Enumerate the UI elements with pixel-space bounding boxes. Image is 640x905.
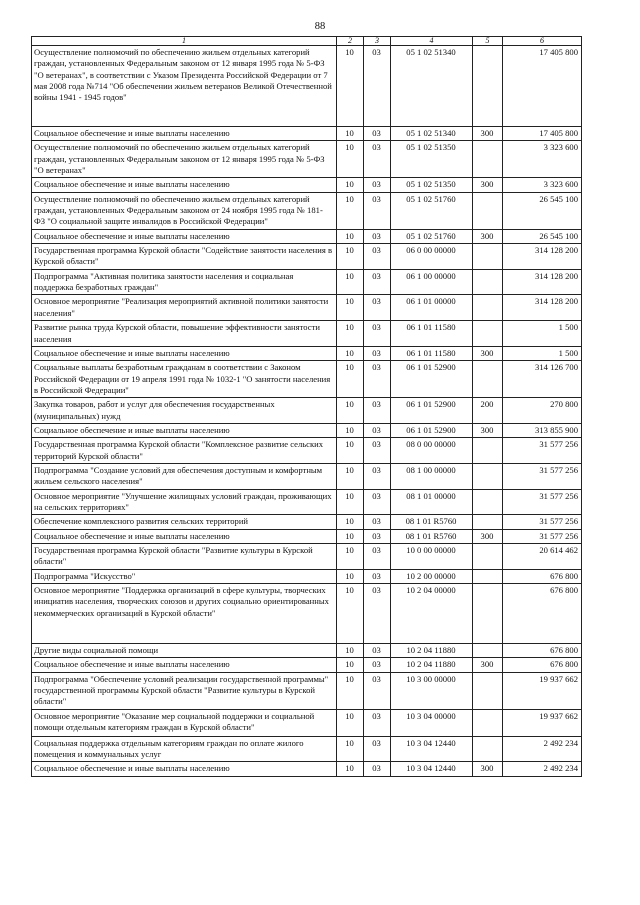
subsection-code-cell: 03 [364,709,391,736]
target-article-cell: 06 1 01 11580 [391,321,473,347]
table-row [32,269,582,295]
section-code-cell: 10 [337,192,364,229]
item-name-cell: Подпрограмма "Искусство" [32,569,337,583]
amount-cell: 314 128 200 [503,269,582,295]
table-row [32,398,582,424]
section-code-cell: 10 [337,569,364,583]
target-article-cell: 08 1 01 R5760 [391,515,473,529]
section-code-cell: 10 [337,529,364,543]
section-code-cell: 10 [337,736,364,762]
page-number: 88 [314,21,326,32]
expense-type-cell: 200 [473,398,503,424]
subsection-code-cell: 03 [364,544,391,570]
target-article-cell: 06 1 01 52900 [391,361,473,398]
item-name-cell: Подпрограмма "Обеспечение условий реализации государственной программы" государственной программы Курской области "Развитие культуры в Курской области" [32,672,337,709]
expense-type-cell [473,438,503,464]
section-code-cell: 10 [337,141,364,178]
expense-type-cell [473,192,503,229]
amount-cell: 676 800 [503,584,582,644]
subsection-code-cell: 03 [364,658,391,672]
section-code-cell: 10 [337,584,364,644]
item-name-cell: Социальное обеспечение и иные выплаты населению [32,423,337,437]
table-row [32,584,582,644]
table-row [32,658,582,672]
section-code-cell: 10 [337,269,364,295]
table-row [32,178,582,192]
table-row [32,644,582,658]
amount-cell: 313 855 900 [503,423,582,437]
table-row [32,229,582,243]
amount-cell: 676 800 [503,644,582,658]
section-code-cell: 10 [337,489,364,515]
amount-cell: 31 577 256 [503,438,582,464]
expense-type-cell [473,463,503,489]
section-code-cell: 10 [337,515,364,529]
section-code-cell: 10 [337,463,364,489]
item-name-cell: Осуществление полномочий по обеспечению жильем отдельных категорий граждан, установленных Федеральным законом от 12 января 1995 года № 5-ФЗ "О ветеранах", в соответствии с Указом Президента Российской Федерации от 7 мая 2008 года №714 "Об обеспечении жильем ветеранов Великой Отечественной войны 1941 - 1945 годов" [32,46,337,127]
item-name-cell: Осуществление полномочий по обеспечению жильем отдельных категорий граждан, установленных Федеральным законом от 12 января 1995 года № 5-ФЗ "О ветеранах" [32,141,337,178]
section-code-cell: 10 [337,762,364,776]
expense-type-cell: 300 [473,229,503,243]
amount-cell: 17 405 800 [503,127,582,141]
expense-type-cell [473,321,503,347]
subsection-code-cell: 03 [364,361,391,398]
amount-cell: 31 577 256 [503,489,582,515]
expense-type-cell [473,569,503,583]
subsection-code-cell: 03 [364,644,391,658]
amount-cell: 26 545 100 [503,192,582,229]
subsection-code-cell: 03 [364,584,391,644]
subsection-code-cell: 03 [364,438,391,464]
table-row [32,709,582,736]
target-article-cell: 10 3 04 12440 [391,736,473,762]
expense-type-cell [473,584,503,644]
table-body [32,46,582,777]
subsection-code-cell: 03 [364,529,391,543]
section-code-cell: 10 [337,423,364,437]
target-article-cell: 08 1 00 00000 [391,463,473,489]
section-code-cell: 10 [337,295,364,321]
expense-type-cell [473,141,503,178]
amount-cell: 3 323 600 [503,178,582,192]
target-article-cell: 05 1 02 51340 [391,46,473,127]
expense-type-cell [473,709,503,736]
table-row [32,46,582,127]
item-name-cell: Государственная программа Курской области "Комплексное развитие сельских территорий Курской области" [32,438,337,464]
section-code-cell: 10 [337,398,364,424]
column-header: 3 [364,37,391,46]
target-article-cell: 10 3 04 00000 [391,709,473,736]
target-article-cell: 08 1 01 00000 [391,489,473,515]
column-number-row [32,37,582,46]
item-name-cell: Основное мероприятие "Оказание мер социальной поддержки и социальной помощи отдельным категориям граждан в Курской области" [32,709,337,736]
target-article-cell: 05 1 02 51760 [391,229,473,243]
section-code-cell: 10 [337,244,364,270]
column-header: 2 [337,37,364,46]
target-article-cell: 06 0 00 00000 [391,244,473,270]
table-row [32,141,582,178]
subsection-code-cell: 03 [364,295,391,321]
amount-cell: 270 800 [503,398,582,424]
target-article-cell: 06 1 01 00000 [391,295,473,321]
target-article-cell: 06 1 00 00000 [391,269,473,295]
amount-cell: 17 405 800 [503,46,582,127]
expense-type-cell [473,736,503,762]
table-row [32,529,582,543]
item-name-cell: Развитие рынка труда Курской области, повышение эффективности занятости населения [32,321,337,347]
target-article-cell: 10 2 04 00000 [391,584,473,644]
target-article-cell: 10 2 04 11880 [391,644,473,658]
section-code-cell: 10 [337,178,364,192]
item-name-cell: Подпрограмма "Активная политика занятости населения и социальная поддержка безработных граждан" [32,269,337,295]
expense-type-cell [473,644,503,658]
target-article-cell: 10 3 04 12440 [391,762,473,776]
subsection-code-cell: 03 [364,46,391,127]
target-article-cell: 08 0 00 00000 [391,438,473,464]
section-code-cell: 10 [337,658,364,672]
expense-type-cell [473,244,503,270]
section-code-cell: 10 [337,438,364,464]
table-row [32,489,582,515]
section-code-cell: 10 [337,544,364,570]
item-name-cell: Основное мероприятие "Поддержка организаций в сфере культуры, творческих инициатив населения, творческих союзов и других социально ориентированных некоммерческих организаций в Курской области" [32,584,337,644]
expense-type-cell [473,672,503,709]
item-name-cell: Осуществление полномочий по обеспечению жильем отдельных категорий граждан, установленных Федеральным законом от 24 ноября 1995 года № 181-ФЗ "О социальной защите инвалидов в Российской Федерации" [32,192,337,229]
column-header: 1 [32,37,337,46]
amount-cell: 31 577 256 [503,529,582,543]
subsection-code-cell: 03 [364,515,391,529]
amount-cell: 2 492 234 [503,736,582,762]
amount-cell: 1 500 [503,321,582,347]
subsection-code-cell: 03 [364,762,391,776]
table-row [32,423,582,437]
item-name-cell: Другие виды социальной помощи [32,644,337,658]
table-row [32,672,582,709]
target-article-cell: 10 0 00 00000 [391,544,473,570]
subsection-code-cell: 03 [364,423,391,437]
subsection-code-cell: 03 [364,127,391,141]
item-name-cell: Государственная программа Курской области "Содействие занятости населения в Курской области" [32,244,337,270]
section-code-cell: 10 [337,709,364,736]
amount-cell: 1 500 [503,346,582,360]
column-header: 6 [503,37,582,46]
section-code-cell: 10 [337,321,364,347]
amount-cell: 31 577 256 [503,463,582,489]
target-article-cell: 10 3 00 00000 [391,672,473,709]
target-article-cell: 05 1 02 51760 [391,192,473,229]
section-code-cell: 10 [337,672,364,709]
subsection-code-cell: 03 [364,489,391,515]
subsection-code-cell: 03 [364,229,391,243]
subsection-code-cell: 03 [364,244,391,270]
subsection-code-cell: 03 [364,672,391,709]
subsection-code-cell: 03 [364,398,391,424]
amount-cell: 19 937 662 [503,709,582,736]
amount-cell: 314 128 200 [503,244,582,270]
expense-type-cell: 300 [473,178,503,192]
subsection-code-cell: 03 [364,192,391,229]
table-row [32,544,582,570]
target-article-cell: 06 1 01 11580 [391,346,473,360]
column-header: 4 [391,37,473,46]
section-code-cell: 10 [337,361,364,398]
target-article-cell: 05 1 02 51340 [391,127,473,141]
table-row [32,361,582,398]
table-row [32,569,582,583]
subsection-code-cell: 03 [364,463,391,489]
subsection-code-cell: 03 [364,269,391,295]
column-header: 5 [473,37,503,46]
amount-cell: 676 800 [503,658,582,672]
item-name-cell: Социальное обеспечение и иные выплаты населению [32,762,337,776]
amount-cell: 3 323 600 [503,141,582,178]
item-name-cell: Обеспечение комплексного развития сельских территорий [32,515,337,529]
target-article-cell: 05 1 02 51350 [391,141,473,178]
amount-cell: 2 492 234 [503,762,582,776]
target-article-cell: 05 1 02 51350 [391,178,473,192]
item-name-cell: Закупка товаров, работ и услуг для обеспечения государственных (муниципальных) нужд [32,398,337,424]
expense-type-cell: 300 [473,127,503,141]
amount-cell: 31 577 256 [503,515,582,529]
expense-type-cell [473,295,503,321]
expense-type-cell [473,269,503,295]
item-name-cell: Подпрограмма "Создание условий для обеспечения доступным и комфортным жильем сельского населения" [32,463,337,489]
table-row [32,346,582,360]
item-name-cell: Социальное обеспечение и иные выплаты населению [32,346,337,360]
subsection-code-cell: 03 [364,321,391,347]
expense-type-cell [473,46,503,127]
table-row [32,736,582,762]
section-code-cell: 10 [337,127,364,141]
table-row [32,463,582,489]
expense-type-cell: 300 [473,762,503,776]
item-name-cell: Социальные выплаты безработным гражданам в соответствии с Законом Российской Федерации от 19 апреля 1991 года № 1032-1 "О занятости населения в Российской Федерации" [32,361,337,398]
table-row [32,515,582,529]
table-row [32,244,582,270]
target-article-cell: 06 1 01 52900 [391,398,473,424]
amount-cell: 26 545 100 [503,229,582,243]
item-name-cell: Социальное обеспечение и иные выплаты населению [32,178,337,192]
budget-table [31,36,582,777]
section-code-cell: 10 [337,229,364,243]
amount-cell: 314 126 700 [503,361,582,398]
subsection-code-cell: 03 [364,736,391,762]
expense-type-cell [473,515,503,529]
subsection-code-cell: 03 [364,346,391,360]
expense-type-cell: 300 [473,346,503,360]
target-article-cell: 10 2 04 11880 [391,658,473,672]
item-name-cell: Основное мероприятие "Реализация мероприятий активной политики занятости населения" [32,295,337,321]
table-row [32,438,582,464]
amount-cell: 676 800 [503,569,582,583]
section-code-cell: 10 [337,644,364,658]
section-code-cell: 10 [337,346,364,360]
expense-type-cell [473,361,503,398]
expense-type-cell: 300 [473,423,503,437]
expense-type-cell [473,489,503,515]
expense-type-cell: 300 [473,658,503,672]
table-row [32,295,582,321]
table-row [32,321,582,347]
item-name-cell: Социальное обеспечение и иные выплаты населению [32,229,337,243]
table-row [32,762,582,776]
subsection-code-cell: 03 [364,178,391,192]
amount-cell: 314 128 200 [503,295,582,321]
table-row [32,127,582,141]
item-name-cell: Социальная поддержка отдельным категориям граждан по оплате жилого помещения и коммунальных услуг [32,736,337,762]
target-article-cell: 06 1 01 52900 [391,423,473,437]
item-name-cell: Основное мероприятие "Улучшение жилищных условий граждан, проживающих на сельских территориях" [32,489,337,515]
item-name-cell: Социальное обеспечение и иные выплаты населению [32,127,337,141]
target-article-cell: 08 1 01 R5760 [391,529,473,543]
amount-cell: 20 614 462 [503,544,582,570]
section-code-cell: 10 [337,46,364,127]
item-name-cell: Социальное обеспечение и иные выплаты населению [32,658,337,672]
item-name-cell: Государственная программа Курской области "Развитие культуры в Курской области" [32,544,337,570]
item-name-cell: Социальное обеспечение и иные выплаты населению [32,529,337,543]
amount-cell: 19 937 662 [503,672,582,709]
subsection-code-cell: 03 [364,141,391,178]
expense-type-cell: 300 [473,529,503,543]
expense-type-cell [473,544,503,570]
target-article-cell: 10 2 00 00000 [391,569,473,583]
subsection-code-cell: 03 [364,569,391,583]
table-row [32,192,582,229]
